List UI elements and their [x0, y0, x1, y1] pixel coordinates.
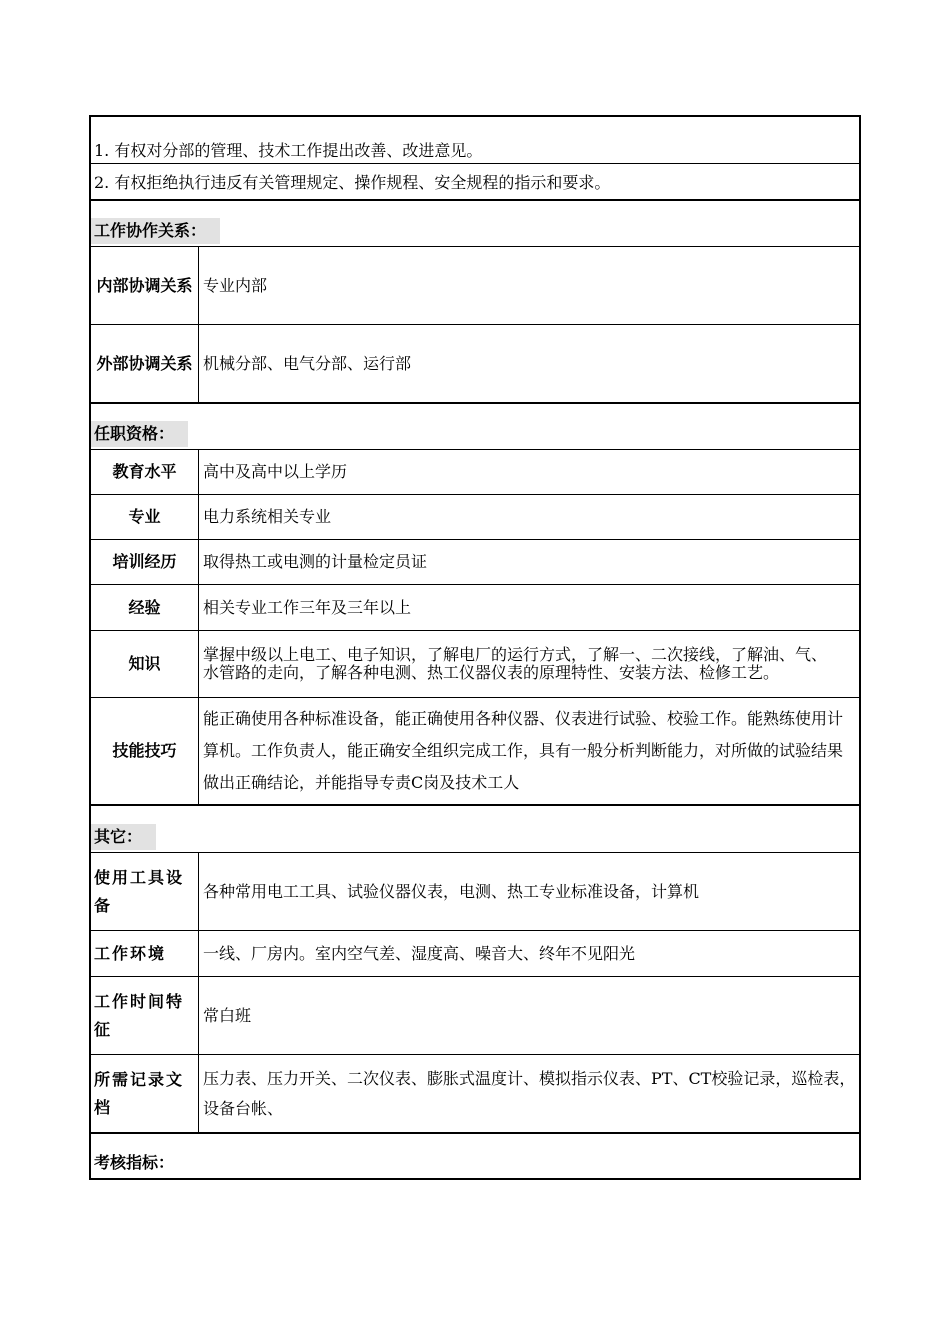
tools-value: 各种常用电工工具、试验仪器仪表，电测、热工专业标准设备，计算机: [203, 881, 700, 901]
training-label: 培训经历: [91, 540, 199, 584]
work-time-value: 常白班: [203, 1005, 252, 1025]
internal-coordination-value: 专业内部: [203, 275, 268, 295]
education-row: [91, 450, 859, 495]
job-description-table: [89, 115, 861, 1180]
experience-label: 经验: [91, 585, 199, 630]
other-title: 其它：: [91, 824, 156, 850]
external-coordination-label: 外部协调关系: [91, 325, 199, 402]
major-value: 电力系统相关专业: [203, 507, 332, 526]
rights-row-1: [91, 117, 859, 164]
rights-text-1: 1. 有权对分部的管理、技术工作提出改善、改进意见。: [94, 141, 483, 160]
major-row: [91, 495, 859, 540]
knowledge-value: 掌握中级以上电工、电子知识，了解电厂的运行方式，了解一、二次接线，了解油、气、水管路的走向，了解各种电测、热工仪器仪表的原理特性、安装方法、检修工艺。: [203, 645, 828, 682]
other-section-header: [91, 806, 859, 853]
qualifications-section-header: [91, 404, 859, 450]
tools-row: [91, 853, 859, 931]
external-coordination-value: 机械分部、电气分部、运行部: [203, 353, 412, 373]
cooperation-section-header: [91, 201, 859, 247]
internal-coordination-label: 内部协调关系: [91, 247, 199, 324]
tools-label: 使用工具设备: [91, 853, 199, 930]
records-label: 所需记录文档: [91, 1055, 199, 1132]
environment-label: 工作环境: [91, 931, 199, 976]
knowledge-label: 知识: [91, 631, 199, 697]
rights-text-2: 2. 有权拒绝执行违反有关管理规定、操作规程、安全规程的指示和要求。: [94, 173, 611, 192]
experience-row: [91, 585, 859, 631]
external-coordination-row: [91, 325, 859, 404]
work-time-row: [91, 977, 859, 1055]
education-value: 高中及高中以上学历: [203, 462, 348, 481]
qualifications-title: 任职资格：: [91, 421, 188, 447]
environment-row: [91, 931, 859, 977]
work-time-label: 工作时间特征: [91, 977, 199, 1054]
knowledge-row: [91, 631, 859, 698]
internal-coordination-row: [91, 247, 859, 325]
skills-value: 能正确使用各种标准设备，能正确使用各种仪器、仪表进行试验、校验工作。能熟练使用计算机。工作负责人，能正确安全组织完成工作，具有一般分析判断能力，对所做的试验结果做出正确结论，并能指导专责C岗及技术工人: [203, 709, 844, 792]
training-row: [91, 540, 859, 585]
skills-row: [91, 698, 859, 806]
assessment-section-header: [91, 1134, 859, 1178]
experience-value: 相关专业工作三年及三年以上: [203, 597, 412, 617]
environment-value: 一线、厂房内。室内空气差、湿度高、噪音大、终年不见阳光: [203, 943, 636, 963]
training-value: 取得热工或电测的计量检定员证: [203, 552, 428, 571]
rights-row-2: [91, 164, 859, 201]
records-value: 压力表、压力开关、二次仪表、膨胀式温度计、模拟指示仪表、PT、CT校验记录，巡检表，设备台帐、: [203, 1068, 856, 1118]
records-row: [91, 1055, 859, 1134]
skills-label: 技能技巧: [91, 698, 199, 804]
assessment-title: 考核指标：: [94, 1153, 175, 1172]
major-label: 专业: [91, 495, 199, 539]
education-label: 教育水平: [91, 450, 199, 494]
cooperation-title: 工作协作关系：: [91, 218, 220, 244]
